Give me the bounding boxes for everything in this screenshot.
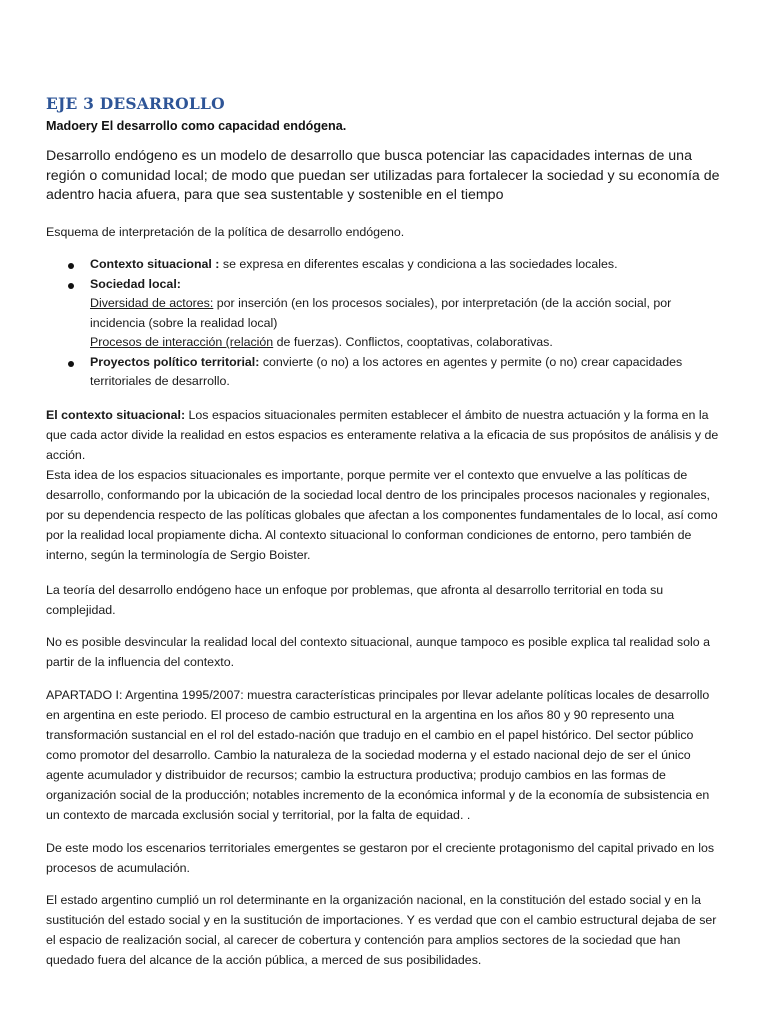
- bullet-dot-icon: [68, 361, 74, 367]
- intro-paragraph: Desarrollo endógeno es un modelo de desarrollo que busca potenciar las capacidades internas de una región o comunidad local; de modo que puedan ser utilizadas para fortalecer la sociedad y su economía de adentro hacia afuera, para que sea sustentable y sostenible en el tiempo: [46, 148, 720, 203]
- bullet-dot-icon: [68, 263, 74, 269]
- paragraph-teoria: La teoría del desarrollo endógeno hace un enfoque por problemas, que afronta al desarrollo territorial en toda su complejidad.: [46, 583, 664, 617]
- bullet-sub-label: Diversidad de actores:: [90, 296, 214, 310]
- bullet-item-contexto: [46, 255, 722, 275]
- bullet-sub-text: de fuerzas). Conflictos, cooptativas, colaborativas.: [273, 335, 553, 349]
- page-title: EJE 3 DESARROLLO: [46, 94, 225, 113]
- bullet-item-sociedad: [46, 275, 722, 353]
- bullet-item-proyectos: [46, 353, 722, 392]
- paragraph-escenarios: De este modo los escenarios territoriales emergentes se gestaron por el creciente protagonismo del capital privado en los procesos de acumulación.: [46, 841, 715, 875]
- esquema-line: Esquema de interpretación de la política de desarrollo endógeno.: [46, 225, 405, 239]
- page-subtitle: Madoery El desarrollo como capacidad endógena.: [46, 119, 347, 133]
- bullet-text: se expresa en diferentes escalas y condiciona a las sociedades locales.: [219, 257, 618, 271]
- paragraph-label: El contexto situacional:: [46, 408, 186, 422]
- bullet-sub-label: Procesos de interacción (relación: [90, 335, 274, 349]
- paragraph-contexto: [46, 405, 722, 565]
- paragraph-text: Los espacios situacionales permiten establecer el ámbito de nuestra actuación y la forma en la que cada actor divide la realidad en estos espacios es enteramente relativa a la eficacia de sus propósitos de análisis y de acción.: [46, 408, 719, 462]
- bullet-label: Proyectos político territorial:: [90, 354, 260, 369]
- bullet-list: [46, 255, 722, 392]
- bullet-label: Contexto situacional :: [90, 257, 220, 271]
- bullet-sub-text: por inserción (en los procesos sociales), por interpretación (de la acción social, por incidencia (sobre la realidad local): [90, 296, 672, 330]
- paragraph-estado: El estado argentino cumplió un rol determinante en la organización nacional, en la constitución del estado social y en la sustitución del estado social y en la sustitución de importaciones. Y es verdad que con el cambio estructural dejaba de ser el espacio de realización social, al carecer de cobertura y contención para amplios sectores de la sociedad que han quedado fuera del alcance de la acción pública, a merced de sus posibilidades.: [46, 893, 717, 967]
- paragraph-text: Esta idea de los espacios situacionales es importante, porque permite ver el contexto que envuelve a las políticas de desarrollo, conformando por la ubicación de la sociedad local dentro de los principales procesos nacionales y regionales, por su dependencia respecto de las políticas globales que afectan a los componentes fundamentales de lo local, así como por la realidad local propiamente dicha. Al contexto situacional lo conforman condiciones de entorno, pero también de interno, según la terminología de Sergio Boister.: [46, 468, 718, 562]
- bullet-text: convierte (o no) a los actores en agentes y permite (o no) crear capacidades territoriales de desarrollo.: [90, 354, 683, 388]
- paragraph-desvincular: No es posible desvincular la realidad local del contexto situacional, aunque tampoco es posible explica tal realidad solo a partir de la influencia del contexto.: [46, 635, 710, 669]
- paragraph-apartado: APARTADO I: Argentina 1995/2007: muestra características principales por llevar adelante políticas locales de desarrollo en argentina en este periodo. El proceso de cambio estructural en la argentina en los años 80 y 90 represento una transformación sustancial en el rol del estado-nación que tradujo en el cambio en el papel histórico. Del sector público como promotor del desarrollo. Cambio la naturaleza de la sociedad moderna y el estado nacional dejo de ser el único agente acumulador y distribuidor de recursos; cambio la estructura productiva; produjo cambios en las formas de organización social de la producción; notables incremento de la económica informal y de la economía de subsistencia en un contexto de marcada exclusión social y territorial, por la falta de equidad. .: [46, 688, 710, 822]
- bullet-label: Sociedad local:: [90, 276, 181, 291]
- bullet-dot-icon: [68, 283, 74, 289]
